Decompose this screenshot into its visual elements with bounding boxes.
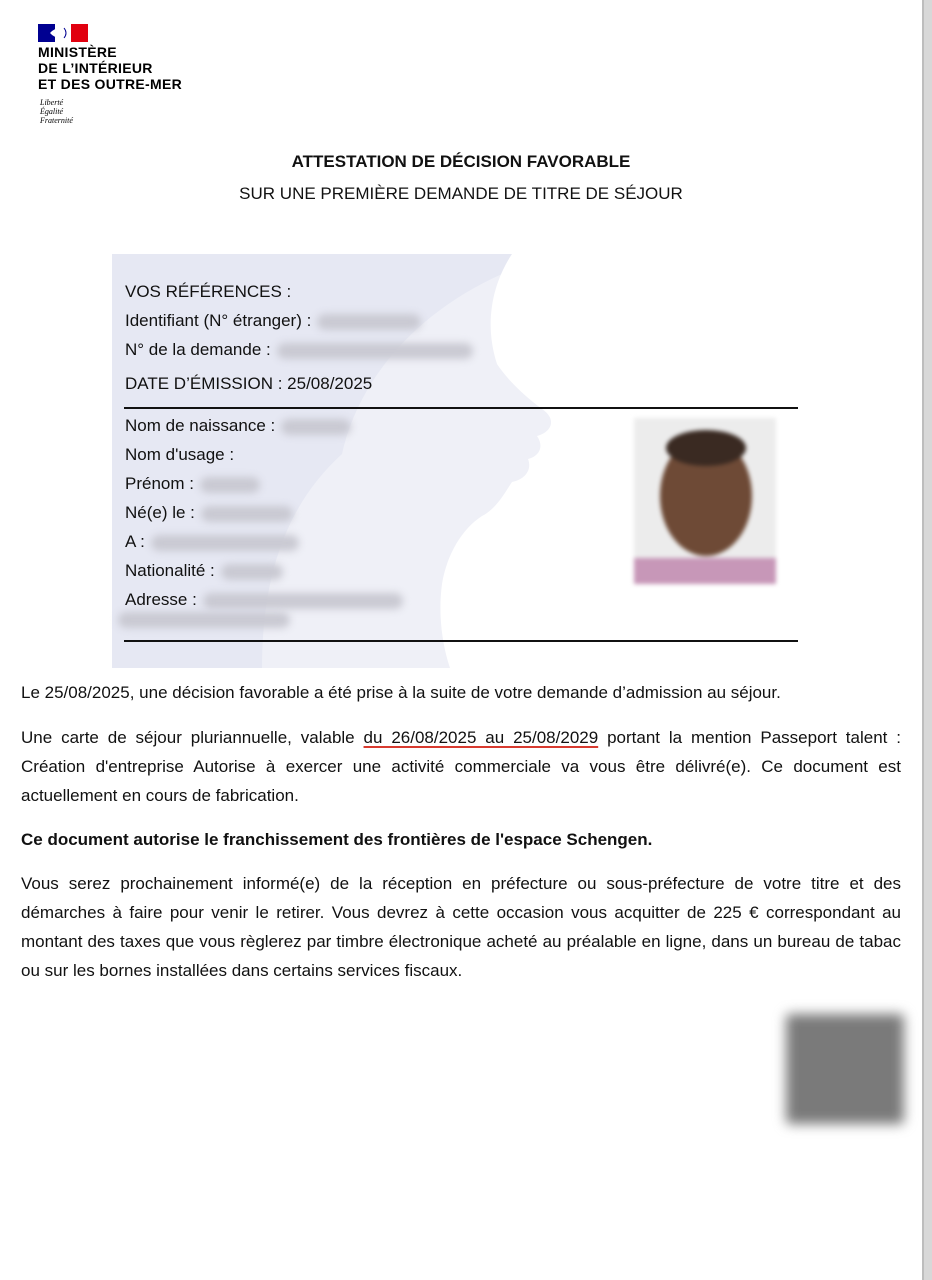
decision-paragraph: Le 25/08/2025, une décision favorable a été prise à la suite de votre demande d’admission au séjour.	[21, 683, 781, 702]
document-title: ATTESTATION DE DÉCISION FAVORABLE	[291, 152, 631, 171]
validity-text-start: Une carte de séjour pluriannuelle, valable	[21, 728, 364, 747]
usage-name-label: Nom d'usage :	[125, 445, 235, 464]
redacted-address	[203, 593, 403, 609]
schengen-paragraph: Ce document autorise le franchissement des frontières de l'espace Schengen.	[21, 830, 653, 849]
birth-place-row	[125, 532, 299, 552]
separator-top	[124, 407, 798, 409]
redacted-birth-date	[201, 506, 293, 522]
issue-date-label: DATE D’ÉMISSION :	[125, 374, 283, 393]
foreigner-id-row	[125, 311, 421, 331]
motto-liberte: Liberté	[40, 98, 64, 107]
redacted-nationality	[221, 564, 283, 580]
collection-instructions-paragraph: Vous serez prochainement informé(e) de la réception en préfecture ou sous-préfecture de votre titre et des démarches à faire pour venir le retirer. Vous devrez à cette occasion vous acquitter de 225 € correspondant au montant des taxes que vous règlerez par timbre électronique acheté au préalable en ligne, dans un bureau de tabac ou sur les bornes installées dans certains services fiscaux.	[21, 874, 901, 980]
issue-date-row	[125, 374, 372, 394]
redacted-birth-name	[281, 419, 351, 435]
ministry-line-2: DE L’INTÉRIEUR	[38, 60, 153, 76]
request-number-label: N° de la demande :	[125, 340, 271, 359]
birth-name-row	[125, 416, 351, 436]
page-edge	[924, 0, 932, 1280]
ministry-line-1: MINISTÈRE	[38, 44, 117, 60]
redacted-birth-place	[151, 535, 299, 551]
address-row	[125, 590, 403, 610]
nationality-label: Nationalité :	[125, 561, 215, 580]
validity-period-highlight: du 26/08/2025 au 25/08/2029	[363, 728, 599, 747]
foreigner-id-label: Identifiant (N° étranger) :	[125, 311, 312, 330]
issue-date-value: 25/08/2025	[287, 374, 373, 393]
motto-egalite: Égalité	[40, 107, 64, 116]
holder-photo	[634, 418, 776, 584]
separator-bottom	[124, 640, 798, 642]
blurred-portrait-icon	[634, 418, 776, 584]
usage-name-row	[125, 445, 234, 465]
republic-flag-icon	[38, 24, 88, 42]
ministry-name	[38, 44, 182, 92]
redacted-request-number	[277, 343, 473, 359]
ministry-line-3: ET DES OUTRE-MER	[38, 76, 183, 92]
references-heading: VOS RÉFÉRENCES :	[125, 282, 292, 301]
birth-date-label: Né(e) le :	[125, 503, 195, 522]
address-label: Adresse :	[125, 590, 197, 609]
card-validity-paragraph	[21, 723, 901, 810]
nationality-row	[125, 561, 283, 581]
motto-fraternite: Fraternité	[40, 116, 73, 125]
redacted-first-name	[200, 477, 260, 493]
first-name-label: Prénom :	[125, 474, 194, 493]
birth-place-label: A :	[125, 532, 145, 551]
blurred-qr-code	[786, 1014, 904, 1124]
republic-motto	[40, 98, 73, 125]
birth-date-row	[125, 503, 293, 523]
birth-name-label: Nom de naissance :	[125, 416, 276, 435]
redacted-address-line-2	[118, 612, 290, 628]
document-subtitle: SUR UNE PREMIÈRE DEMANDE DE TITRE DE SÉJOUR	[239, 184, 683, 203]
request-number-row	[125, 340, 473, 360]
first-name-row	[125, 474, 260, 494]
redacted-id	[317, 314, 421, 330]
validity-text-end: portant la mention Passeport talent : Création d'entreprise Autorise à exercer une activité commerciale va vous être délivré(e). Ce document est actuellement en cours de fabrication.	[21, 728, 902, 805]
